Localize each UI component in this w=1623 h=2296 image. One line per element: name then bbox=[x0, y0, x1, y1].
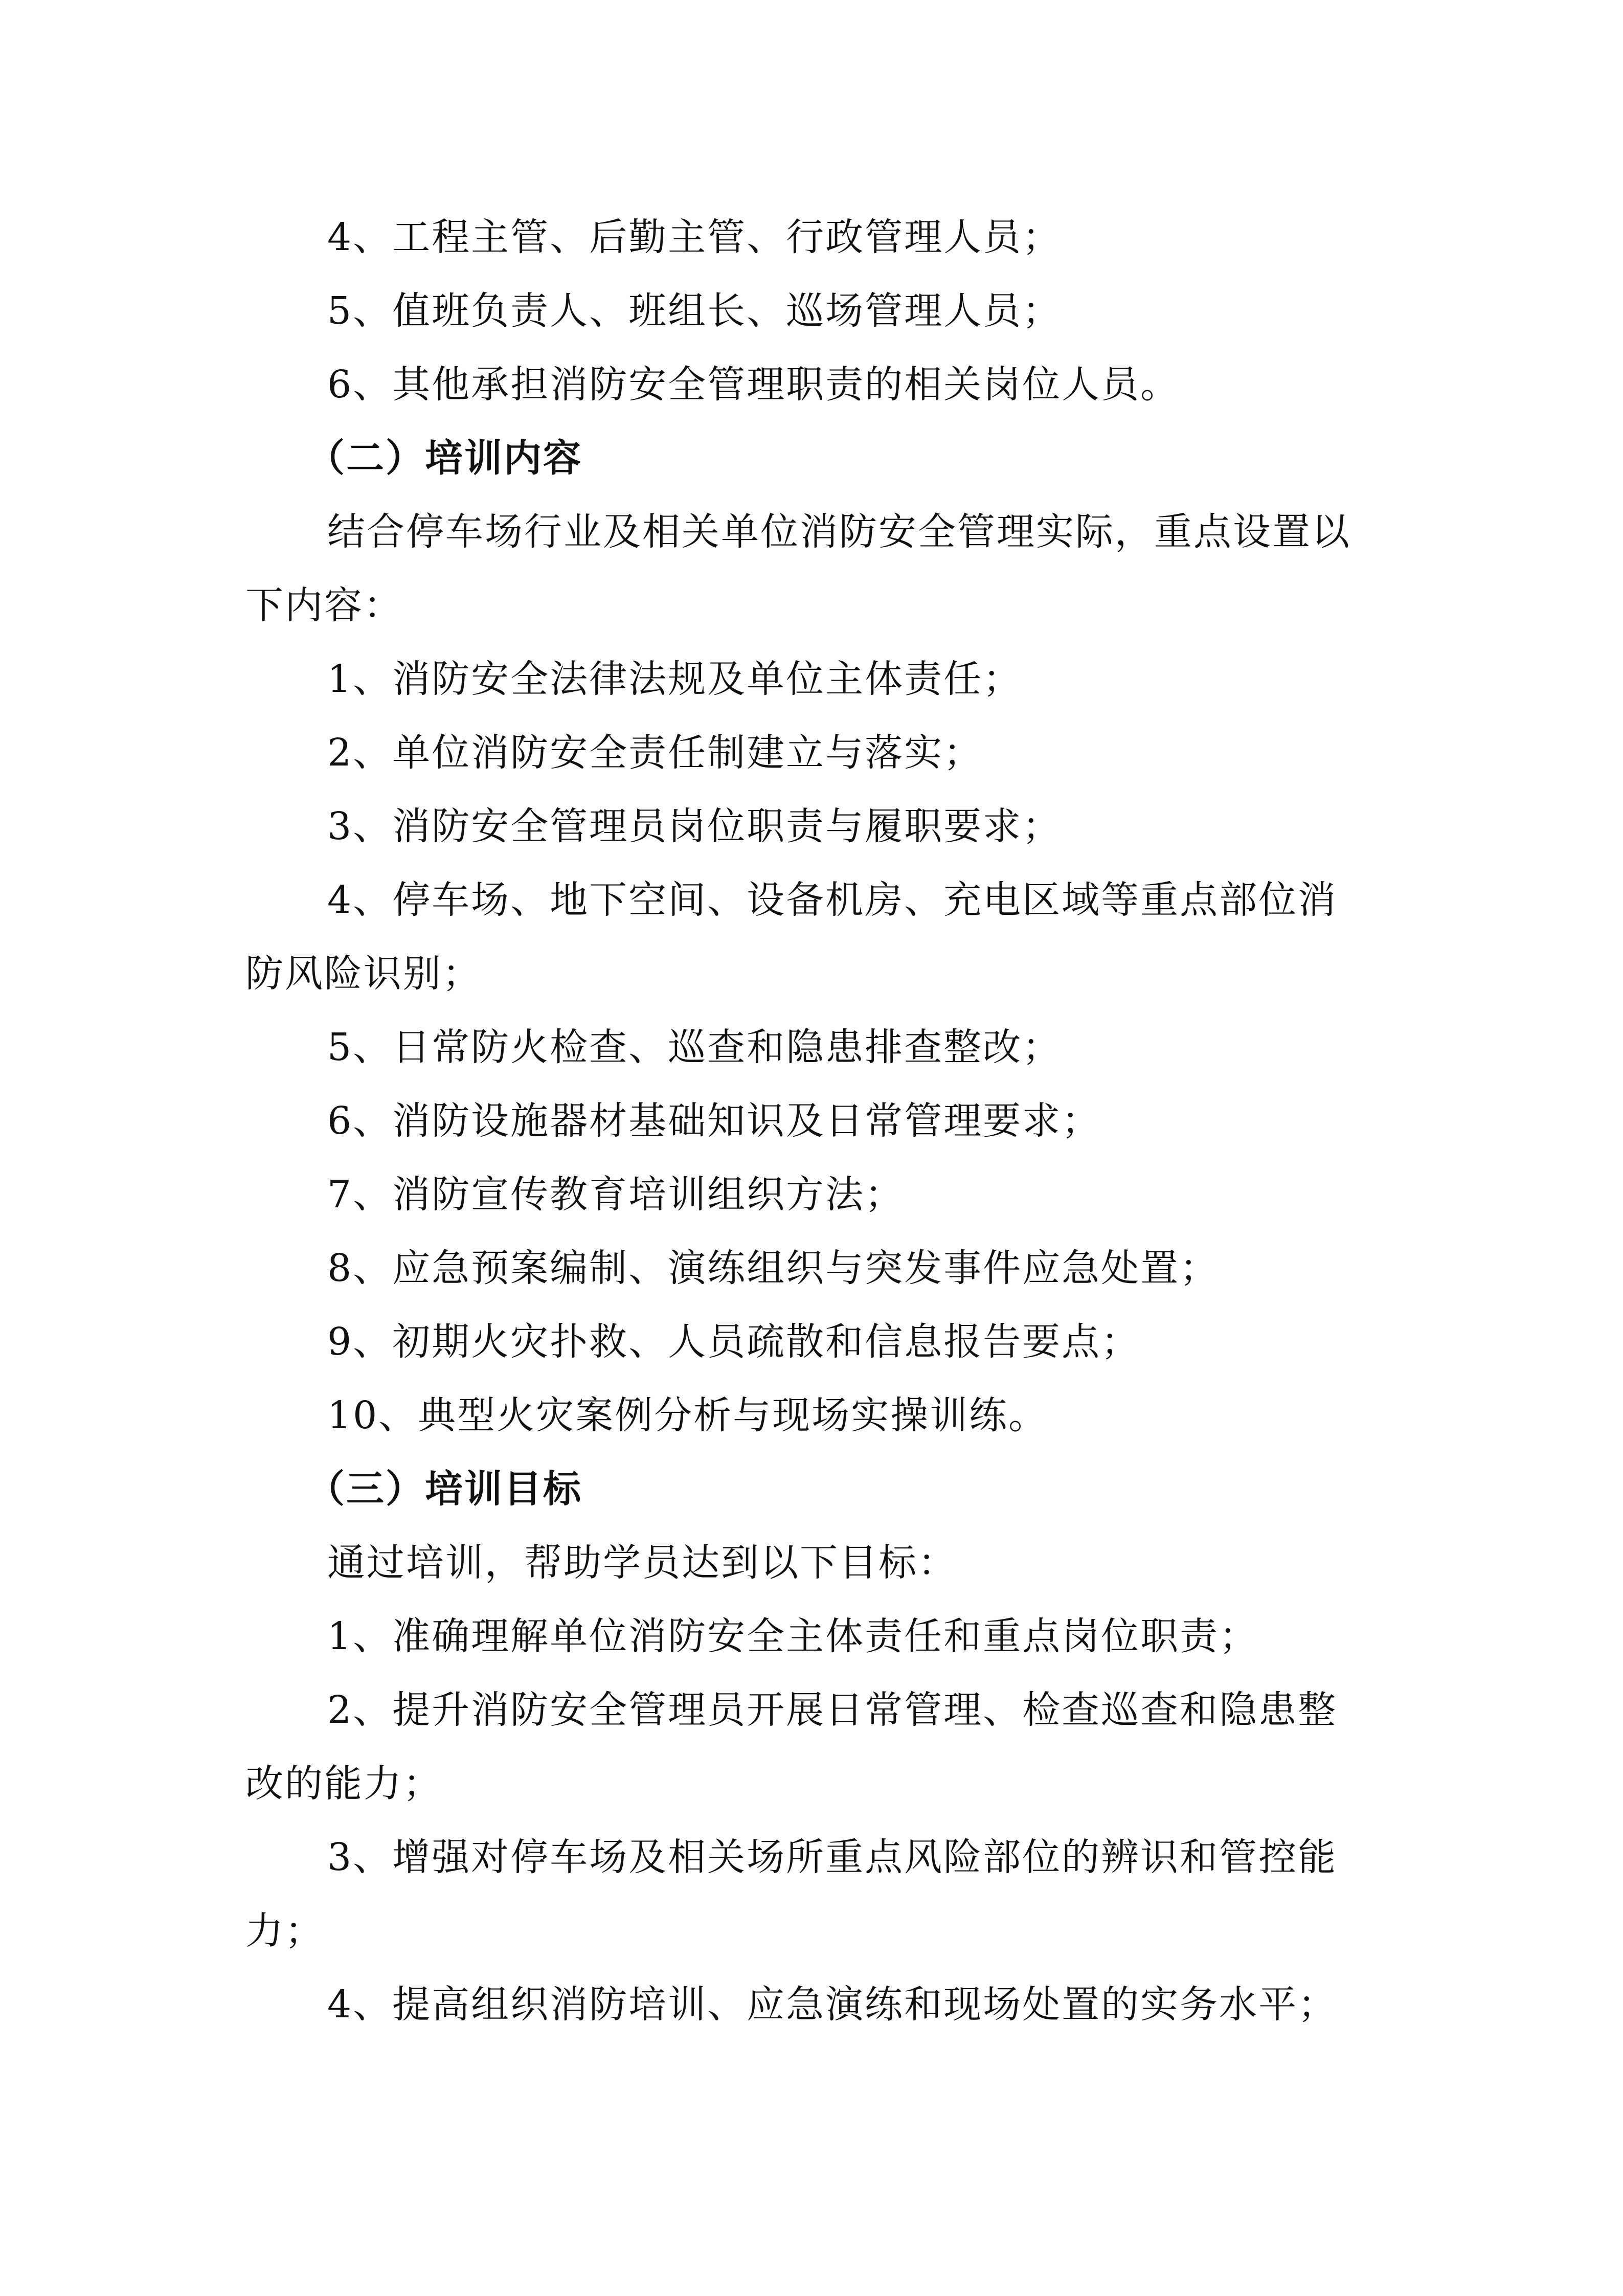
list-item-goal-2-cont: 改的能力； bbox=[245, 1762, 442, 1806]
list-item-content-6: 6、消防设施器材基础知识及日常管理要求； bbox=[327, 1099, 1101, 1143]
list-item-content-7: 7、消防宣传教育培训组织方法； bbox=[327, 1173, 905, 1217]
list-item-content-2: 2、单位消防安全责任制建立与落实； bbox=[327, 731, 983, 775]
list-item-content-3: 3、消防安全管理员岗位职责与履职要求； bbox=[327, 804, 1062, 848]
list-item-staff-5: 5、值班负责人、班组长、巡场管理人员； bbox=[327, 289, 1062, 333]
list-item-staff-4: 4、工程主管、后勤主管、行政管理人员； bbox=[327, 215, 1062, 259]
paragraph-intro-content: 结合停车场行业及相关单位消防安全管理实际，重点设置以 bbox=[327, 510, 1351, 554]
list-item-content-5: 5、日常防火检查、巡查和隐患排查整改； bbox=[327, 1025, 1062, 1069]
list-item-content-1: 1、消防安全法律法规及单位主体责任； bbox=[327, 657, 1023, 701]
list-item-content-4: 4、停车场、地下空间、设备机房、充电区域等重点部位消 bbox=[327, 878, 1338, 922]
section-heading-training-content: （二）培训内容 bbox=[307, 436, 582, 480]
list-item-goal-2: 2、提升消防安全管理员开展日常管理、检查巡查和隐患整 bbox=[327, 1688, 1338, 1732]
list-item-goal-3-cont: 力； bbox=[245, 1909, 324, 1953]
list-item-goal-1: 1、准确理解单位消防安全主体责任和重点岗位职责； bbox=[327, 1614, 1259, 1658]
list-item-goal-4: 4、提高组织消防培训、应急演练和现场处置的实务水平； bbox=[327, 1983, 1338, 2027]
paragraph-intro-content-cont: 下内容： bbox=[245, 583, 403, 627]
list-item-staff-6: 6、其他承担消防安全管理职责的相关岗位人员。 bbox=[327, 363, 1180, 407]
list-item-content-10: 10、典型火灾案例分析与现场实操训练。 bbox=[327, 1393, 1048, 1437]
list-item-goal-3: 3、增强对停车场及相关场所重点风险部位的辨识和管控能 bbox=[327, 1835, 1338, 1879]
list-item-content-9: 9、初期火灾扑救、人员疏散和信息报告要点； bbox=[327, 1320, 1141, 1364]
section-heading-training-goals: （三）培训目标 bbox=[307, 1467, 582, 1511]
list-item-content-4-cont: 防风险识别； bbox=[245, 952, 482, 996]
list-item-content-8: 8、应急预案编制、演练组织与突发事件应急处置； bbox=[327, 1246, 1220, 1290]
paragraph-intro-goals: 通过培训，帮助学员达到以下目标： bbox=[327, 1541, 957, 1585]
document-body bbox=[245, 200, 1389, 2041]
